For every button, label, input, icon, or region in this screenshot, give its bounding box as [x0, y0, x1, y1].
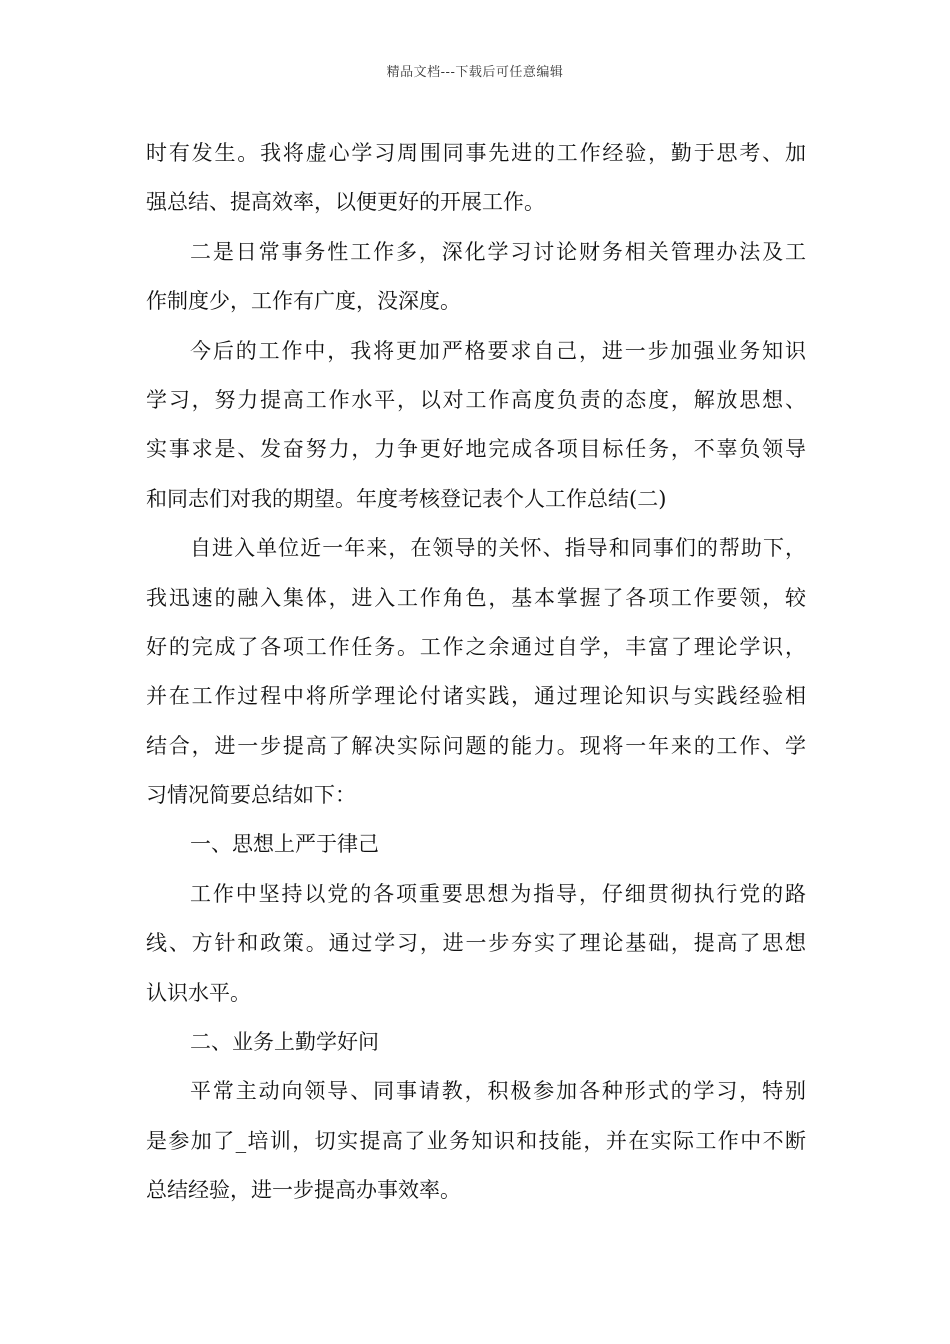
text-line: 作制度少，工作有广度，没深度。	[146, 289, 461, 314]
text-line: 和同志们对我的期望。年度考核登记表个人工作总结(二)	[146, 486, 667, 511]
document-body	[146, 129, 806, 1216]
text-line: 我迅速的融入集体，进入工作角色，基本掌握了各项工作要领，较	[146, 585, 806, 610]
text-line: 平常主动向领导、同事请教，积极参加各种形式的学习，特别	[190, 1079, 806, 1104]
text-line: 今后的工作中，我将更加严格要求自己，进一步加强业务知识	[190, 338, 806, 363]
section-heading: 二、业务上勤学好问	[190, 1030, 379, 1055]
text-line: 总结经验，进一步提高办事效率。	[146, 1178, 461, 1203]
text-line: 学习，努力提高工作水平，以对工作高度负责的态度，解放思想、	[146, 387, 806, 412]
text-line: 工作中坚持以党的各项重要思想为指导，仔细贯彻执行党的路	[190, 881, 806, 906]
section-heading: 一、思想上严于律己	[190, 832, 379, 857]
text-line: 二是日常事务性工作多，深化学习讨论财务相关管理办法及工	[190, 239, 806, 264]
page-header: 精品文档---下载后可任意编辑	[386, 65, 564, 80]
text-line: 强总结、提高效率，以便更好的开展工作。	[146, 190, 545, 215]
text-line: 自进入单位近一年来，在领导的关怀、指导和同事们的帮助下，	[190, 536, 806, 561]
text-line: 并在工作过程中将所学理论付诸实践，通过理论知识与实践经验相	[146, 684, 806, 709]
text-line: 时有发生。我将虚心学习周围同事先进的工作经验，勤于思考、加	[146, 141, 806, 165]
text-line: 习情况简要总结如下：	[146, 783, 356, 808]
text-line: 实事求是、发奋努力，力争更好地完成各项目标任务，不辜负领导	[146, 437, 806, 462]
text-line: 是参加了_培训，切实提高了业务知识和技能，并在实际工作中不断	[146, 1128, 806, 1153]
text-line: 好的完成了各项工作任务。工作之余通过自学，丰富了理论学识，	[146, 634, 806, 659]
text-line: 结合，进一步提高了解决实际问题的能力。现将一年来的工作、学	[146, 733, 806, 758]
text-line: 认识水平。	[146, 980, 251, 1005]
text-line: 线、方针和政策。通过学习，进一步夯实了理论基础，提高了思想	[146, 931, 806, 956]
